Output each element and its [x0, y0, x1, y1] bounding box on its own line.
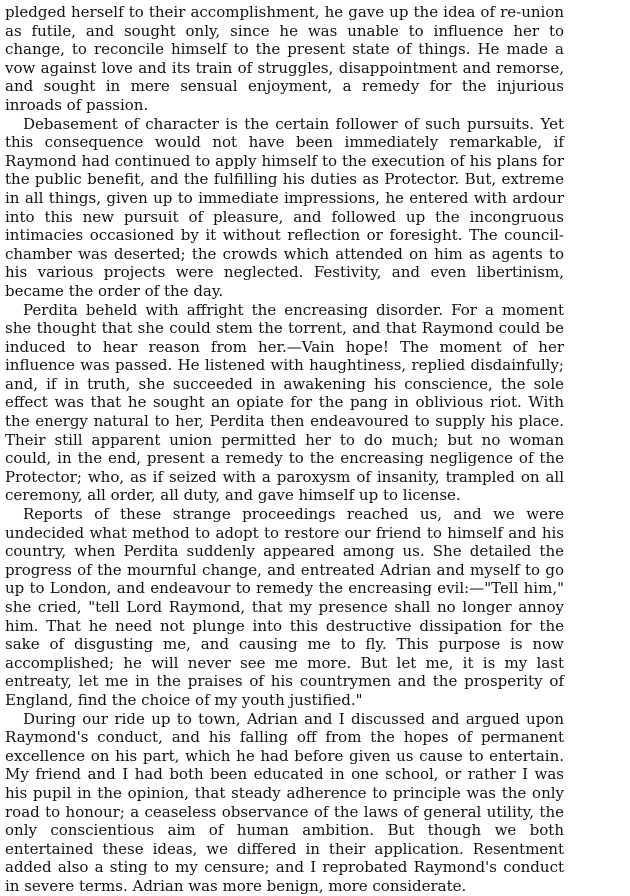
paragraph: Reports of these strange proceedings reached us, and we were undecided what method to adopt to restore our friend to himself and his country, when Perdita suddenly appeared among us. She detailed the progress of the mournful change, and entreated Adrian and myself to go up to London, and endeavour to remedy the encreasing evil:—"Tell him," she cried, "tell Lord Raymond, that my presence shall no longer annoy him. That he need not plunge into this destructive dissipation for the sake of disgusting me, and causing me to fly. This purpose is now accomplished; he will never see me more. But let me, it is my last entreaty, let me in the praises of his countrymen and the prosperity of England, find the choice of my youth justified." — [5, 505, 564, 709]
page-text — [5, 3, 564, 896]
paragraph-continued: pledged herself to their accomplishment, he gave up the idea of re-union as futile, and sought only, since he was unable to influence her to change, to reconcile himself to the present state of things. He made a vow against love and its train of struggles, disappointment and remorse, and sought in mere sensual enjoyment, a remedy for the injurious inroads of passion. — [5, 3, 564, 114]
paragraph: During our ride up to town, Adrian and I discussed and argued upon Raymond's conduct, and his falling off from the hopes of permanent excellence on his part, which he had before given us cause to entertain. My friend and I had both been educated in one school, or rather I was his pupil in the opinion, that steady adherence to principle was the only road to honour; a ceaseless observance of the laws of general utility, the only conscientious aim of human ambition. But though we both entertained these ideas, we differed in their application. Resentment added also a sting to my censure; and I reprobated Raymond's conduct in severe terms. Adrian was more benign, more considerate. — [5, 709, 564, 895]
paragraph: Debasement of character is the certain follower of such pursuits. Yet this consequence would not have been immediately remarkable, if Raymond had continued to apply himself to the execution of his plans for the public benefit, and the fulfilling his duties as Protector. But, extreme in all things, given up to immediate impressions, he entered with ardour into this new pursuit of pleasure, and followed up the incongruous intimacies occasioned by it without reflection or foresight. The council-chamber was deserted; the crowds which attended on him as agents to his various projects were neglected. Festivity, and even libertinism, became the order of the day. — [5, 114, 564, 300]
paragraph: Perdita beheld with affright the encreasing disorder. For a moment she thought that she could stem the torrent, and that Raymond could be induced to hear reason from her.—Vain hope! The moment of her influence was passed. He listened with haughtiness, replied disdainfully; and, if in truth, she succeeded in awakening his conscience, the sole effect was that he sought an opiate for the pang in oblivious riot. With the energy natural to her, Perdita then endeavoured to supply his place. Their still apparent union permitted her to do much; but no woman could, in the end, present a remedy to the encreasing negligence of the Protector; who, as if seized with a paroxysm of insanity, trampled on all ceremony, all order, all duty, and gave himself up to license. — [5, 300, 564, 505]
